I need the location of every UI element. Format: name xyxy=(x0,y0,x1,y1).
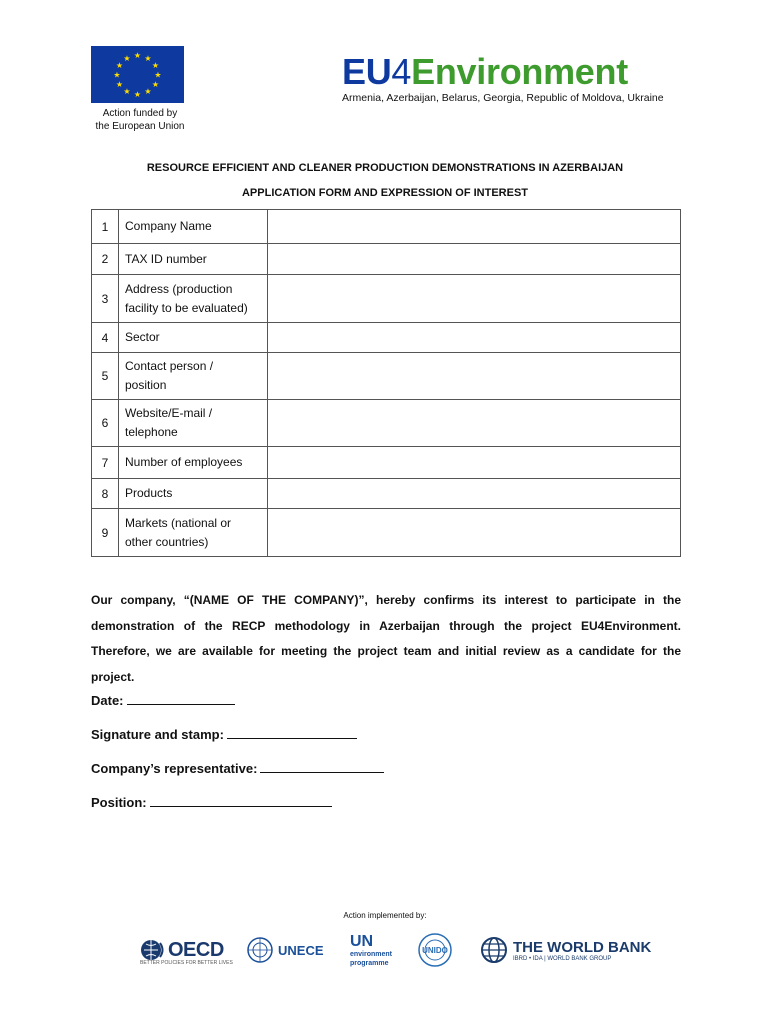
svg-text:★: ★ xyxy=(154,70,162,80)
date-label: Date: xyxy=(91,693,124,708)
representative-line xyxy=(91,761,384,776)
svg-text:★: ★ xyxy=(115,61,124,70)
row-label xyxy=(119,353,268,400)
svg-text:★: ★ xyxy=(144,54,152,63)
row-label xyxy=(119,244,268,275)
row-number: 8 xyxy=(92,479,119,509)
company-name-field[interactable] xyxy=(268,210,681,244)
document-subtitle: APPLICATION FORM AND EXPRESSION OF INTEREST xyxy=(241,187,529,199)
signature-blank[interactable] xyxy=(227,727,357,739)
row-label-line1: Sector xyxy=(125,330,160,344)
document-title: RESOURCE EFFICIENT AND CLEANER PRODUCTION DEMONSTRATIONS IN AZERBAIJAN xyxy=(146,162,624,174)
website-email-field[interactable] xyxy=(268,400,681,447)
brand-environment: Environment xyxy=(411,51,628,92)
row-label xyxy=(119,400,268,447)
row-number: 3 xyxy=(92,275,119,323)
eu-funding-caption xyxy=(90,107,190,133)
representative-label: Company’s representative: xyxy=(91,761,258,776)
row-label-line1: Address (production xyxy=(125,281,233,296)
unido-emblem-icon xyxy=(415,932,455,968)
position-label: Position: xyxy=(91,795,147,810)
unep-logo xyxy=(350,930,392,970)
form-row-sector xyxy=(92,323,681,353)
oecd-tagline: BETTER POLICIES FOR BETTER LIVES xyxy=(140,960,233,966)
row-label xyxy=(119,479,268,509)
oecd-wordmark: OECD xyxy=(168,938,224,961)
contact-person-field[interactable] xyxy=(268,353,681,400)
position-line xyxy=(91,795,332,810)
eu-caption-line2: the European Union xyxy=(95,121,185,132)
form-row-tax-id xyxy=(92,244,681,275)
svg-text:★: ★ xyxy=(144,87,152,96)
row-number: 6 xyxy=(92,400,119,447)
row-number: 9 xyxy=(92,509,119,557)
products-field[interactable] xyxy=(268,479,681,509)
sector-field[interactable] xyxy=(268,323,681,353)
row-label-line2: position xyxy=(125,378,167,392)
row-label xyxy=(119,210,268,244)
row-number: 2 xyxy=(92,244,119,275)
row-label-line1: Markets (national or xyxy=(125,515,232,530)
world-bank-globe-icon xyxy=(480,936,508,964)
employees-field[interactable] xyxy=(268,447,681,479)
row-label xyxy=(119,323,268,353)
application-form-table xyxy=(91,209,681,557)
form-row-markets xyxy=(92,509,681,557)
brand-subtitle: Armenia, Azerbaijan, Belarus, Georgia, Republic of Moldova, Ukraine xyxy=(342,92,664,104)
row-label-line2: other countries) xyxy=(125,534,209,549)
form-row-website-email xyxy=(92,400,681,447)
svg-text:★: ★ xyxy=(133,90,142,99)
svg-text:★: ★ xyxy=(151,61,160,70)
svg-text:★: ★ xyxy=(133,51,142,60)
row-number: 7 xyxy=(92,447,119,479)
brand-four: 4 xyxy=(391,51,412,92)
row-label xyxy=(119,447,268,479)
date-line xyxy=(91,693,235,708)
unece-logo xyxy=(246,930,324,970)
date-blank[interactable] xyxy=(127,693,235,705)
svg-text:★: ★ xyxy=(115,80,124,89)
eu-caption-line1: Action funded by xyxy=(102,108,178,119)
row-number: 1 xyxy=(92,210,119,244)
interest-declaration-paragraph: Our company, “(NAME OF THE COMPANY)”, hereby confirms its interest to participate in the demonstration of the RECP methodology in Azerbaijan through the project EU4Environment. Therefore, we are available for meeting the project team and initial review as a candidate for the project. xyxy=(91,593,681,684)
eu-stars-ring xyxy=(113,51,161,99)
position-blank[interactable] xyxy=(150,795,332,807)
implemented-by-label: Action implemented by: xyxy=(343,911,427,920)
form-row-employees xyxy=(92,447,681,479)
signature-label: Signature and stamp: xyxy=(91,727,224,742)
brand-eu: EU xyxy=(342,51,392,92)
row-number: 5 xyxy=(92,353,119,400)
eu-flag-logo xyxy=(91,46,184,103)
unece-wordmark: UNECE xyxy=(278,942,324,958)
row-label xyxy=(119,509,268,557)
brand-wordmark xyxy=(342,52,664,92)
row-label-line2: telephone xyxy=(125,425,178,439)
un-emblem-icon xyxy=(246,936,274,964)
representative-blank[interactable] xyxy=(260,761,384,773)
signature-line xyxy=(91,727,357,742)
form-row-contact-person xyxy=(92,353,681,400)
row-label xyxy=(119,275,268,323)
form-row-products xyxy=(92,479,681,509)
row-label-line2: facility to be evaluated) xyxy=(125,300,248,315)
unido-wordmark: UNIDO xyxy=(422,946,448,955)
row-label-line1: TAX ID number xyxy=(125,251,207,266)
partner-logos xyxy=(0,930,770,970)
svg-text:★: ★ xyxy=(123,87,131,96)
world-bank-subtitle: IBRD • IDA | WORLD BANK GROUP xyxy=(513,955,612,962)
unido-logo xyxy=(415,930,455,970)
row-label-line1: Contact person / xyxy=(125,359,214,373)
tax-id-field[interactable] xyxy=(268,244,681,275)
row-number: 4 xyxy=(92,323,119,353)
unep-line2: programme xyxy=(350,959,389,967)
markets-field[interactable] xyxy=(268,509,681,557)
row-label-line1: Products xyxy=(125,486,173,500)
address-field[interactable] xyxy=(268,275,681,323)
world-bank-wordmark: THE WORLD BANK xyxy=(513,938,652,956)
svg-text:★: ★ xyxy=(113,70,121,80)
row-label-line1: Website/E-mail / xyxy=(125,406,213,420)
row-label-line1: Number of employees xyxy=(125,455,243,469)
form-row-company-name xyxy=(92,210,681,244)
world-bank-logo xyxy=(480,930,651,970)
svg-text:★: ★ xyxy=(123,54,131,63)
unep-un-wordmark: UN xyxy=(350,932,374,950)
unep-line1: environment xyxy=(350,950,393,958)
form-row-address xyxy=(92,275,681,323)
oecd-logo xyxy=(140,930,233,970)
eu4environment-logo xyxy=(342,52,664,104)
svg-text:★: ★ xyxy=(151,80,160,89)
row-label-line1: Company Name xyxy=(125,219,212,233)
